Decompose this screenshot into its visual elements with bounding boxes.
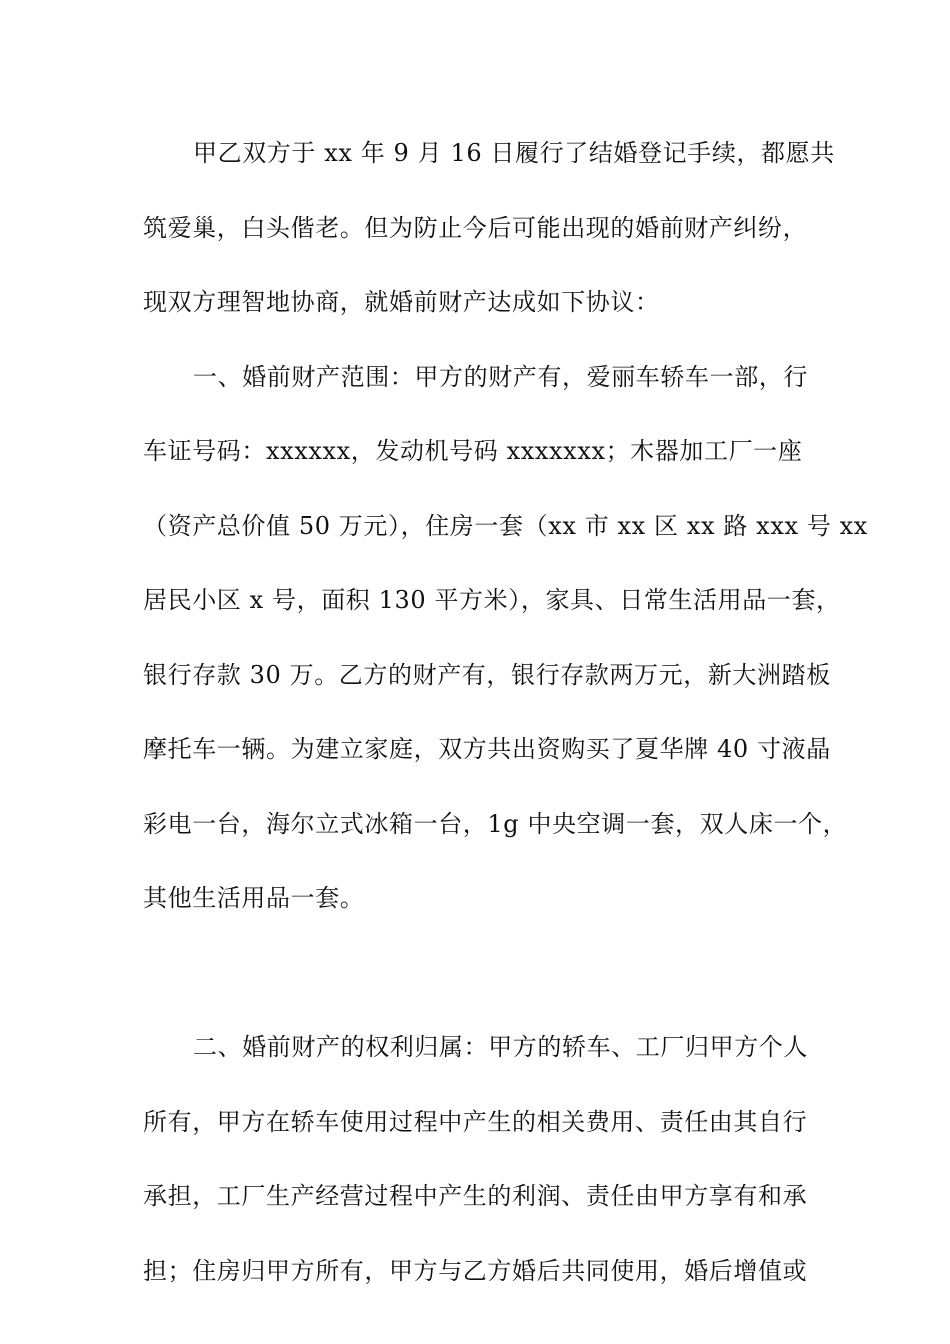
paragraph-gap (143, 936, 808, 1011)
paragraph-line: （资产总价值 50 万元），住房一套（xx 市 xx 区 xx 路 xxx 号 xx (143, 511, 868, 540)
paragraph-line: 摩托车一辆。为建立家庭，双方共出资购买了夏华牌 40 寸液晶 (143, 735, 831, 763)
paragraph-line: 车证号码：xxxxxx，发动机号码 xxxxxxx；木器加工厂一座 (143, 437, 803, 465)
paragraph-line: 其他生活用品一套。 (143, 884, 365, 912)
paragraph-line: 彩电一台，海尔立式冰箱一台，1g 中央空调一套，双人床一个， (143, 809, 848, 838)
paragraph-line: 二、婚前财产的权利归属：甲方的轿车、工厂归甲方个人 (193, 1033, 808, 1061)
paragraph-line: 居民小区 x 号，面积 130 平方米），家具、日常生活用品一套， (143, 586, 841, 614)
paragraph-line: 银行存款 30 万。乙方的财产有，银行存款两万元，新大洲踏板 (143, 660, 831, 689)
paragraph-line: 担；住房归甲方所有，甲方与乙方婚后共同使用，婚后增值或 (143, 1256, 808, 1285)
paragraph-line: 一、婚前财产范围：甲方的财产有，爱丽车轿车一部，行 (193, 362, 808, 391)
paragraph-line: 承担，工厂生产经营过程中产生的利润、责任由甲方享有和承 (143, 1182, 808, 1210)
paragraph-line: 所有，甲方在轿车使用过程中产生的相关费用、责任由其自行 (143, 1107, 808, 1136)
paragraph-line: 现双方理智地协商，就婚前财产达成如下协议： (143, 288, 660, 316)
paragraph-line: 筑爱巢，白头偕老。但为防止今后可能出现的婚前财产纠纷， (143, 213, 808, 242)
document-body (143, 116, 868, 1308)
paragraph-line: 甲乙双方于 xx 年 9 月 16 日履行了结婚登记手续，都愿共 (193, 139, 835, 167)
